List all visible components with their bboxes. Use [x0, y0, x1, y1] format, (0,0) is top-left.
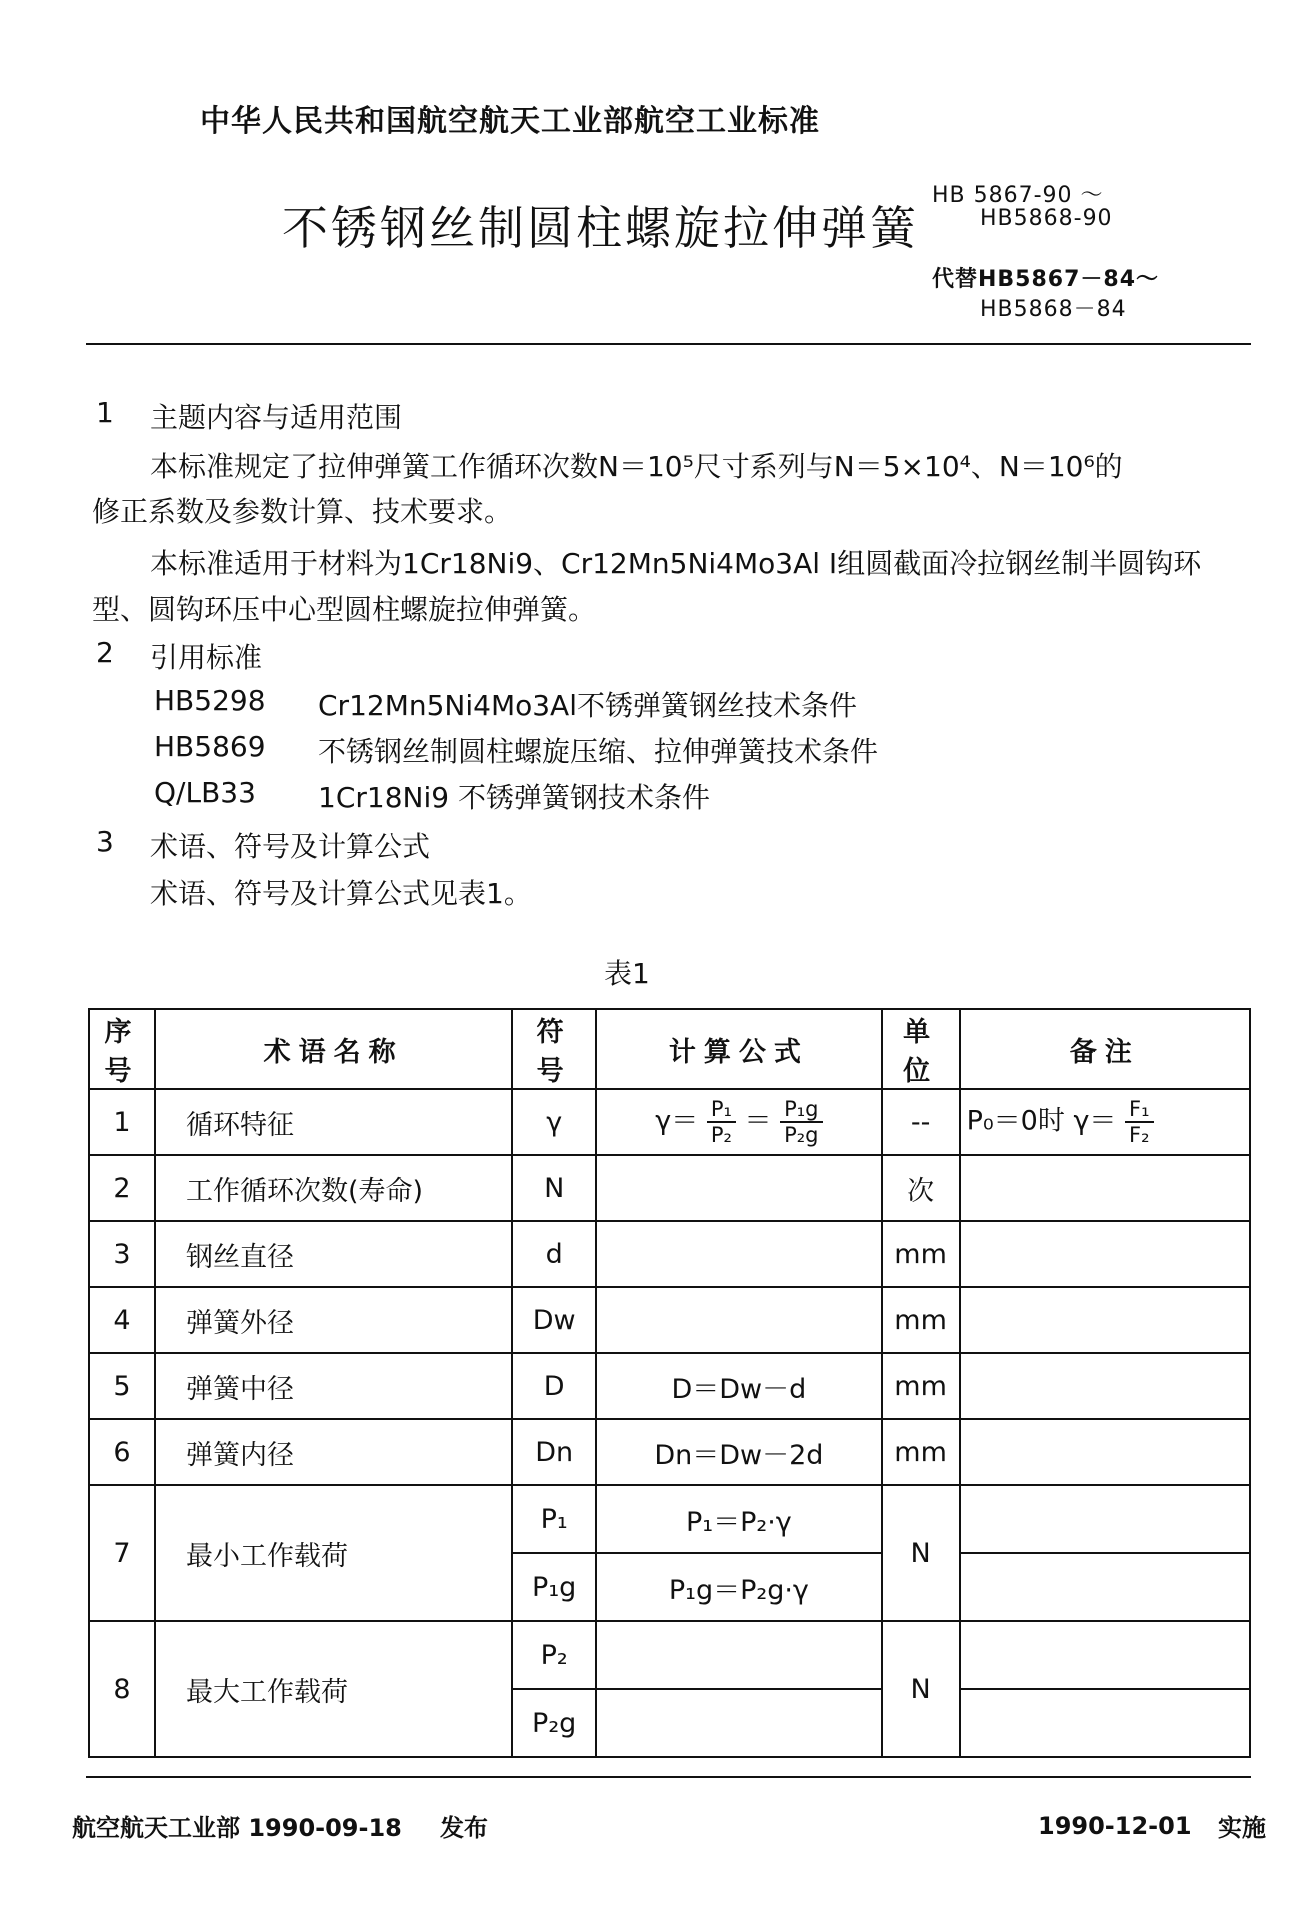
header-unit: 单位 [882, 1009, 960, 1089]
header-divider [86, 343, 1251, 345]
section-2-number: 2 [96, 636, 114, 669]
row-note [960, 1155, 1250, 1221]
header-symbol: 符号 [512, 1009, 596, 1089]
row-formula: P₁＝P₂·γ [596, 1485, 881, 1553]
table-row [89, 1221, 1250, 1287]
replaces-standard: 代替HB5867－84～ [932, 267, 1160, 292]
table-caption: 表1 [604, 957, 650, 990]
numerator: P₁ [707, 1097, 736, 1123]
row-formula [596, 1221, 881, 1287]
row-symbol: Dw [512, 1287, 596, 1353]
table-row [89, 1419, 1250, 1485]
reference-title: Cr12Mn5Ni4Mo3Al不锈弹簧钢丝技术条件 [318, 689, 857, 722]
row-no: 8 [89, 1621, 155, 1757]
denominator: P₂g [784, 1123, 819, 1147]
reference-code: HB5869 [154, 730, 266, 763]
row-formula [596, 1689, 881, 1757]
section-1-number: 1 [96, 396, 114, 429]
row-term: 工作循环次数(寿命) [155, 1155, 512, 1221]
row-formula [596, 1287, 881, 1353]
row-note [960, 1689, 1250, 1757]
terms-symbols-table [88, 1008, 1251, 1758]
row-symbol: D [512, 1353, 596, 1419]
row-symbol: P₁g [512, 1553, 596, 1621]
section-1-title: 主题内容与适用范围 [150, 401, 403, 434]
row-unit: N [882, 1621, 960, 1757]
footer-divider [86, 1776, 1251, 1778]
row-no: 2 [89, 1155, 155, 1221]
row-note [960, 1419, 1250, 1485]
section-3-number: 3 [96, 825, 114, 858]
table-header-row [89, 1009, 1250, 1089]
row-formula [596, 1089, 881, 1155]
effective-date: 1990-12-01 [1038, 1812, 1192, 1840]
row-term: 钢丝直径 [155, 1221, 512, 1287]
section-1-paragraph-1: 本标准规定了拉伸弹簧工作循环次数N＝10⁵尺寸系列与N＝5×10⁴、N＝10⁶的 [150, 450, 1123, 483]
row-symbol: γ [512, 1089, 596, 1155]
numerator: P₁g [780, 1097, 822, 1123]
row-term: 弹簧中径 [155, 1353, 512, 1419]
header-note: 备注 [960, 1009, 1250, 1089]
row-term: 最小工作载荷 [155, 1485, 512, 1621]
row-note [960, 1287, 1250, 1353]
row-formula [596, 1621, 881, 1689]
row-formula: D＝Dw－d [596, 1353, 881, 1419]
row-note [960, 1353, 1250, 1419]
reference-code: Q/LB33 [154, 776, 256, 809]
row-unit: N [882, 1485, 960, 1621]
table-row [89, 1155, 1250, 1221]
row-note [960, 1621, 1250, 1689]
header-no: 序号 [89, 1009, 155, 1089]
denominator: P₂ [710, 1123, 732, 1147]
row-unit: mm [882, 1419, 960, 1485]
section-1-paragraph-2: 本标准适用于材料为1Cr18Ni9、Cr12Mn5Ni4Mo3Al Ⅰ组圆截面冷拉钢丝制半圆钩环 [150, 547, 1202, 580]
row-unit: mm [882, 1221, 960, 1287]
row-unit: -- [882, 1089, 960, 1155]
section-1-paragraph-1-cont: 修正系数及参数计算、技术要求。 [92, 495, 513, 528]
table-row [89, 1089, 1250, 1155]
issuing-organization: 中华人民共和国航空航天工业部航空工业标准 [200, 104, 820, 139]
row-symbol: P₁ [512, 1485, 596, 1553]
row-term: 最大工作载荷 [155, 1621, 512, 1757]
row-symbol: N [512, 1155, 596, 1221]
denominator: F₂ [1129, 1123, 1150, 1147]
issuer-date: 航空航天工业部 1990-09-18 [72, 1814, 402, 1842]
row-symbol: d [512, 1221, 596, 1287]
document-title: 不锈钢丝制圆柱螺旋拉伸弹簧 [282, 201, 919, 255]
table-row [89, 1287, 1250, 1353]
replaces-standard-2: HB5868－84 [980, 297, 1127, 322]
header-term: 术语名称 [155, 1009, 512, 1089]
row-unit: mm [882, 1353, 960, 1419]
row-note [960, 1485, 1250, 1553]
standard-number: HB 5867-90 ～ [932, 183, 1104, 208]
row-no: 3 [89, 1221, 155, 1287]
note-fraction [1125, 1097, 1154, 1147]
header-formula: 计算公式 [596, 1009, 881, 1089]
table-row [89, 1485, 1250, 1553]
row-symbol: Dn [512, 1419, 596, 1485]
row-symbol: P₂g [512, 1689, 596, 1757]
row-unit: 次 [882, 1155, 960, 1221]
row-unit: mm [882, 1287, 960, 1353]
row-formula: Dn＝Dw－2d [596, 1419, 881, 1485]
section-2-title: 引用标准 [150, 641, 263, 674]
row-term: 弹簧外径 [155, 1287, 512, 1353]
table-row [89, 1353, 1250, 1419]
issue-label: 发布 [440, 1814, 488, 1842]
row-no: 5 [89, 1353, 155, 1419]
formula-equals: ＝ [744, 1105, 772, 1137]
table-row [89, 1621, 1250, 1689]
row-symbol: P₂ [512, 1621, 596, 1689]
standard-number-2: HB5868-90 [980, 206, 1113, 231]
formula-lhs: γ＝ [655, 1105, 699, 1137]
row-no: 1 [89, 1089, 155, 1155]
effective-label: 实施 [1218, 1814, 1266, 1842]
row-formula: P₁g＝P₂g·γ [596, 1553, 881, 1621]
row-no: 7 [89, 1485, 155, 1621]
row-term: 循环特征 [155, 1089, 512, 1155]
section-3-title: 术语、符号及计算公式 [150, 830, 431, 863]
row-term: 弹簧内径 [155, 1419, 512, 1485]
reference-code: HB5298 [154, 684, 266, 717]
section-1-paragraph-2-cont: 型、圆钩环压中心型圆柱螺旋拉伸弹簧。 [92, 593, 597, 626]
row-note [960, 1221, 1250, 1287]
formula-fraction-1 [707, 1097, 736, 1147]
row-no: 6 [89, 1419, 155, 1485]
reference-title: 不锈钢丝制圆柱螺旋压缩、拉伸弹簧技术条件 [318, 735, 879, 768]
numerator: F₁ [1125, 1097, 1154, 1123]
row-note [960, 1553, 1250, 1621]
reference-title: 1Cr18Ni9 不锈弹簧钢技术条件 [318, 781, 710, 814]
row-no: 4 [89, 1287, 155, 1353]
section-3-paragraph: 术语、符号及计算公式见表1。 [150, 877, 532, 910]
row-formula [596, 1155, 881, 1221]
formula-fraction-2 [780, 1097, 822, 1147]
note-lhs: P₀＝0时 γ＝ [966, 1105, 1117, 1137]
row-note [960, 1089, 1250, 1155]
